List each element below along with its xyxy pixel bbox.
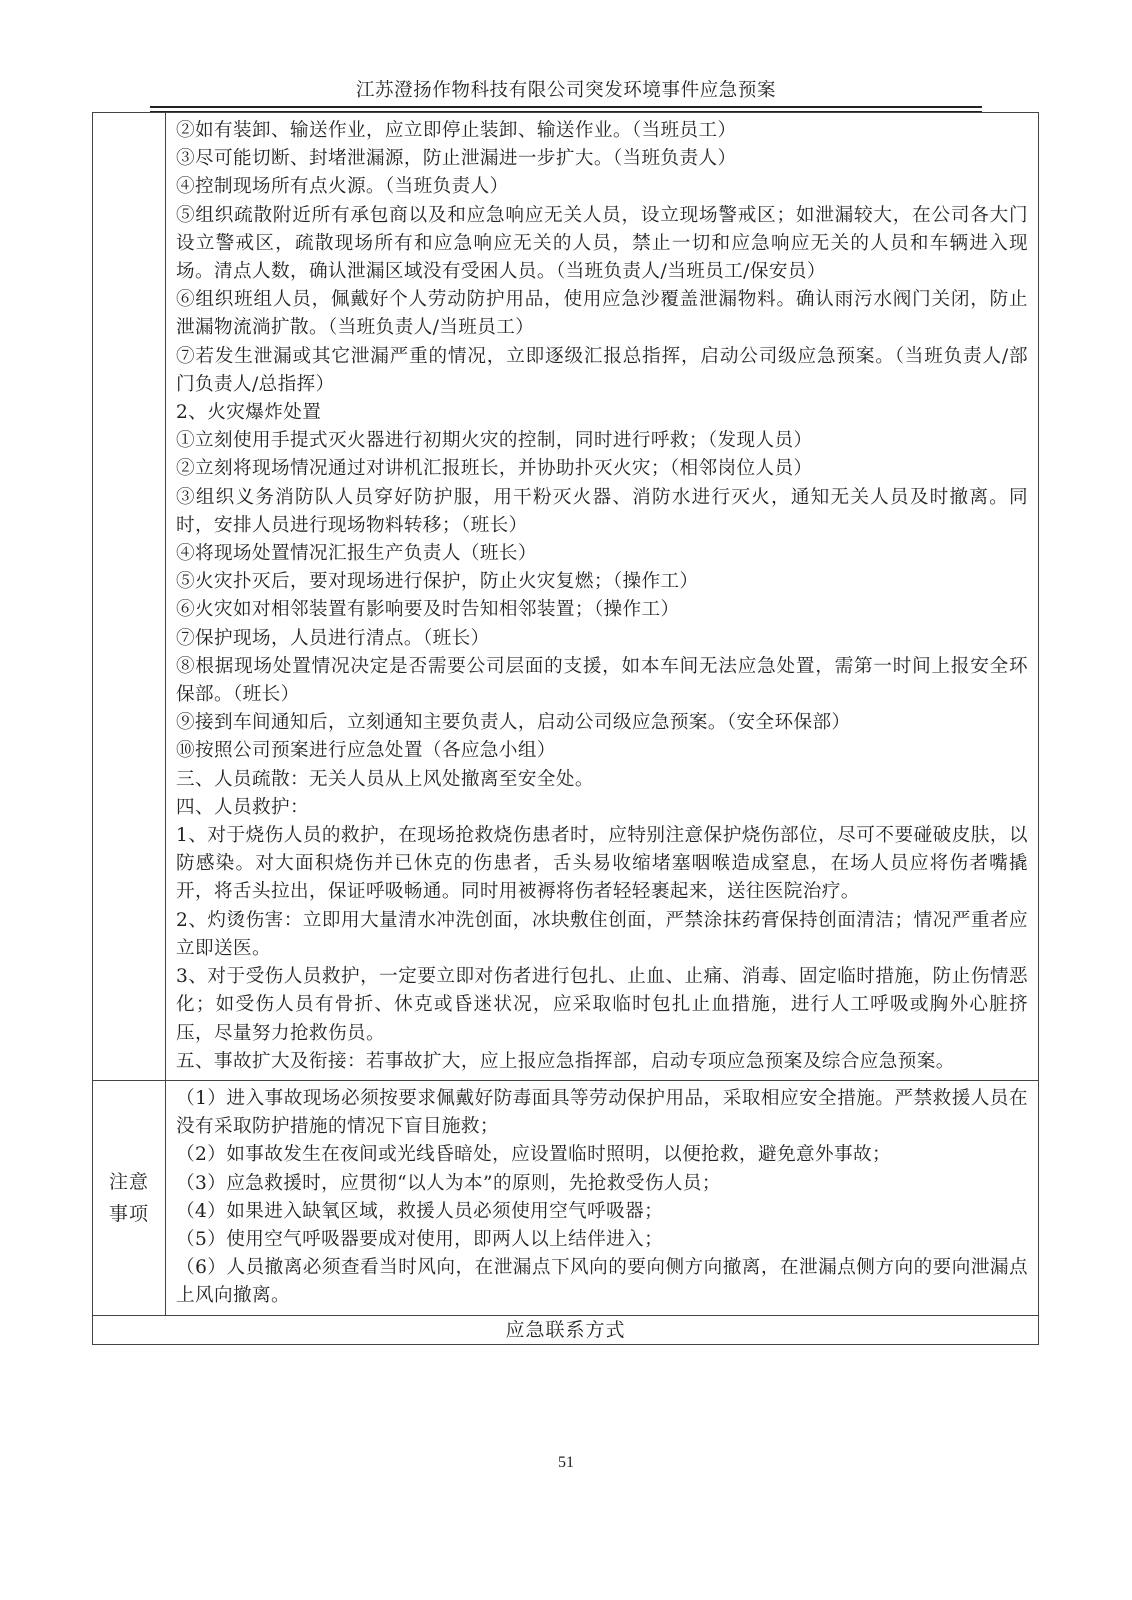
contact-row	[93, 1315, 1039, 1344]
notes-row	[93, 1080, 1039, 1315]
procedure-line: ④控制现场所有点火源。（当班负责人）	[176, 176, 509, 198]
procedure-line: ⑤组织疏散附近所有承包商以及和应急响应无关人员，设立现场警戒区；如泄漏较大，在公司各大门设立警戒区，疏散现场所有和应急响应无关的人员，禁止一切和应急响应无关的人员和车辆进入现场。清点人数，确认泄漏区域没有受困人员。（当班负责人/当班员工/保安员）	[176, 204, 1028, 283]
notes-content-cell	[166, 1080, 1039, 1315]
header-rule-thick	[150, 106, 982, 108]
note-line: （4）如果进入缺氧区域，救援人员必须使用空气呼吸器；	[176, 1200, 664, 1222]
procedure-label-cell	[93, 113, 166, 1081]
procedure-line: ③尽可能切断、封堵泄漏源，防止泄漏进一步扩大。（当班负责人）	[176, 148, 737, 170]
procedure-line: ⑩按照公司预案进行应急处置（各应急小组）	[176, 740, 556, 762]
note-line: （2）如事故发生在夜间或光线昏暗处，应设置临时照明，以便抢救，避免意外事故；	[176, 1144, 892, 1166]
notes-label-line1: 注意	[108, 1170, 149, 1193]
procedure-line: ⑦若发生泄漏或其它泄漏严重的情况，立即逐级汇报总指挥，启动公司级应急预案。（当班负责人/部门负责人/总指挥）	[176, 345, 1028, 395]
procedure-line: ②立刻将现场情况通过对讲机汇报班长，并协助扑灭火灾；（相邻岗位人员）	[176, 458, 813, 480]
note-line: （5）使用空气呼吸器要成对使用，即两人以上结伴进入；	[176, 1228, 664, 1250]
notes-label-cell	[93, 1080, 166, 1315]
procedure-line: ⑧根据现场处置情况决定是否需要公司层面的支援，如本车间无法应急处置，需第一时间上报安全环保部。（班长）	[176, 655, 1028, 706]
procedure-line: ⑨接到车间通知后，立刻通知主要负责人，启动公司级应急预案。（安全环保部）	[176, 712, 851, 734]
procedure-line: ⑥组织班组人员，佩戴好个人劳动防护用品，使用应急沙覆盖泄漏物料。确认雨污水阀门关闭，防止泄漏物流淌扩散。（当班负责人/当班员工）	[176, 289, 1028, 339]
procedure-line: 1、对于烧伤人员的救护，在现场抢救烧伤患者时，应特别注意保护烧伤部位，尽可不要碰破皮肤，以防感染。对大面积烧伤并已休克的伤患者，舌头易收缩堵塞咽喉造成窒息，在场人员应将伤者嘴撬开，将舌头拉出，保证呼吸畅通。同时用被褥将伤者轻轻裹起来，送往医院治疗。	[176, 825, 1028, 903]
note-line: （3）应急救援时，应贯彻“以人为本”的原则，先抢救受伤人员；	[176, 1172, 721, 1194]
procedure-table	[92, 112, 1039, 1345]
note-line: （6）人员撤离必须查看当时风向，在泄漏点下风向的要向侧方向撤离，在泄漏点侧方向的要向泄漏点上风向撤离。	[176, 1257, 1028, 1307]
document-header: 江苏澄扬作物科技有限公司突发环境事件应急预案	[355, 80, 777, 101]
procedure-line: ⑥火灾如对相邻装置有影响要及时告知相邻装置；（操作工）	[176, 599, 680, 621]
page-number: 51	[558, 1454, 574, 1471]
notes-label-line2: 事项	[108, 1202, 149, 1225]
procedure-line: ①立刻使用手提式灭火器进行初期火灾的控制，同时进行呼救；（发现人员）	[176, 430, 813, 452]
procedure-line: ②如有装卸、输送作业，应立即停止装卸、输送作业。（当班员工）	[176, 120, 737, 141]
procedure-content-cell	[166, 113, 1039, 1081]
contact-heading: 应急联系方式	[93, 1315, 1039, 1344]
procedure-line: 3、对于受伤人员救护，一定要立即对伤者进行包扎、止血、止痛、消毒、固定临时措施，防止伤情恶化；如受伤人员有骨折、休克或昏迷状况，应采取临时包扎止血措施，进行人工呼吸或胸外心脏挤压，尽量努力抢救伤员。	[176, 966, 1028, 1044]
procedure-line: 2、灼烫伤害：立即用大量清水冲洗创面，冰块敷住创面，严禁涂抹药膏保持创面清洁；情况严重者应立即送医。	[176, 909, 1028, 959]
procedure-line: 三、人员疏散：无关人员从上风处撤离至安全处。	[176, 768, 594, 790]
procedure-line: 五、事故扩大及衔接：若事故扩大，应上报应急指挥部，启动专项应急预案及综合应急预案。	[176, 1050, 955, 1072]
procedure-content	[166, 113, 1038, 1080]
procedure-line: ③组织义务消防队人员穿好防护服，用干粉灭火器、消防水进行灭火，通知无关人员及时撤离。同时，安排人员进行现场物料转移；（班长）	[176, 486, 1028, 536]
note-line: （1）进入事故现场必须按要求佩戴好防毒面具等劳动保护用品，采取相应安全措施。严禁救援人员在没有采取防护措施的情况下盲目施救；	[176, 1087, 1028, 1138]
procedure-row	[93, 113, 1039, 1081]
procedure-line: 四、人员救护：	[176, 796, 309, 818]
procedure-line: 2、火灾爆炸处置	[176, 402, 322, 424]
procedure-line: ⑤火灾扑灭后，要对现场进行保护，防止火灾复燃；（操作工）	[176, 571, 699, 593]
procedure-line: ④将现场处置情况汇报生产负责人（班长）	[176, 543, 537, 565]
notes-content	[166, 1081, 1038, 1315]
procedure-line: ⑦保护现场，人员进行清点。（班长）	[176, 627, 490, 649]
